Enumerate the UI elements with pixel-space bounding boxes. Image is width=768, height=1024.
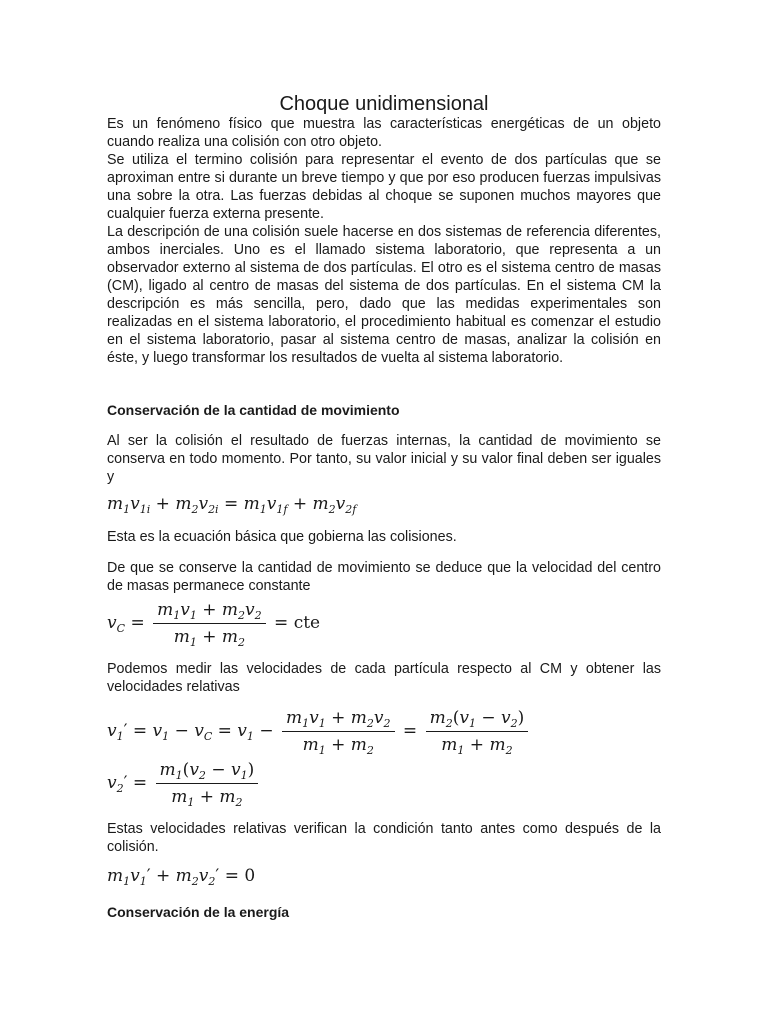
momentum-paragraph-5: Estas velocidades relativas verifican la condición tanto antes como después de la colisión. [107,821,661,855]
relative-momentum-zero-equation: $m_1v_1' + m_2v_2' = 0$ [107,866,256,888]
intro-paragraph-3: La descripción de una colisión suele hacerse en dos sistemas de referencia diferentes, ambos inerciales. Uno es el llamado sistema laboratorio, que representa a un observador externo al sistema de dos partículas. El otro es el sistema centro de masas (CM), ligado al centro de masas del sistema de dos partículas. En el sistema CM la descripción es más sencilla, pero, dado que las medidas experimentales son realizadas en el sistema laboratorio, el procedimiento habitual es comenzar el estudio en el sistema laboratorio, pasar al sistema centro de masas, analizar la colisión en éste, y luego transformar los resultados de vuelta al sistema laboratorio. [107,224,661,366]
momentum-paragraph-4: Podemos medir las velocidades de cada partícula respecto al CM y obtener las velocidades relativas [107,661,661,695]
section-heading-momentum: Conservación de la cantidad de movimiento [107,402,400,418]
document-title: Choque unidimensional [279,93,489,115]
momentum-paragraph-1: Al ser la colisión el resultado de fuerzas internas, la cantidad de movimiento se conserva en todo momento. Por tanto, su valor inicial y su valor final deben ser iguales y [107,433,661,485]
center-of-mass-velocity-equation: $v_C$ = $\frac{m_1v_1 + m_2v_2}{m_1 + m_2}$ = cte [107,600,321,649]
constant-label: cte [293,613,321,633]
intro-paragraph-2: Se utiliza el termino colisión para representar el evento de dos partículas que se aproximan entre si durante un breve tiempo y que por eso producen fuerzas impulsivas una sobre la otra. Las fuerzas debidas al choque se suponen muchos mayores que cualquier fuerza externa presente. [107,152,661,222]
momentum-paragraph-2: Esta es la ecuación básica que gobierna las colisiones. [107,529,457,545]
relative-velocity-2-equation: $v_2'$ = $\frac{m_1(v_2 - v_1)}{m_1 + m_2}$ [107,760,261,807]
momentum-conservation-equation: $m_1v_{1i} + m_2v_{2i} = m_1v_{1f} + m_2v_{2f}$ [107,494,357,516]
section-heading-energy: Conservación de la energía [107,904,290,920]
intro-paragraph-1: Es un fenómeno físico que muestra las características energéticas de un objeto cuando realiza una colisión con otro objeto. [107,116,661,150]
momentum-paragraph-3: De que se conserve la cantidad de movimiento se deduce que la velocidad del centro de masas permanece constante [107,560,661,594]
relative-velocity-1-equation: $v_1' = v_1 - v_C = v_1$ − $\frac{m_1v_1 + m_2v_2}{m_1 + m_2}$ = $\frac{m_2(v_1 - v_2)}{m_1 + m_2}$ [107,708,531,755]
